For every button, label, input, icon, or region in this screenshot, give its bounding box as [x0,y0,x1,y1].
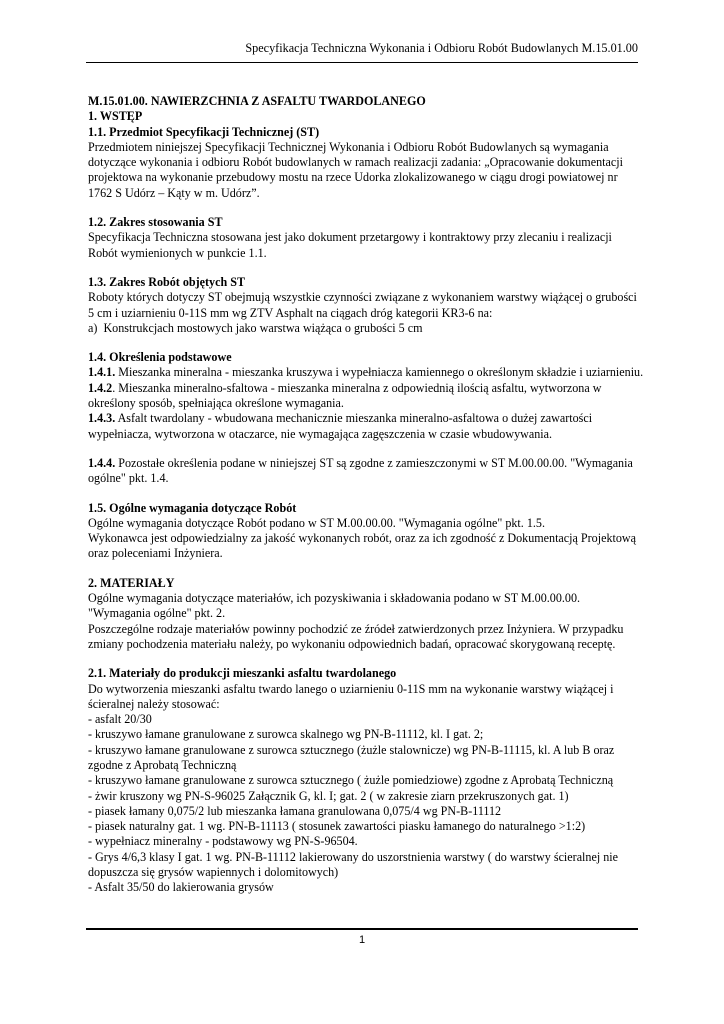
section-2-1-text: Do wytworzenia mieszanki asfaltu twardo lanego o uziarnieniu 0-11S mm na wykonanie warstwy wiążącej i ścieralnej należy stosować: [88,681,614,711]
section-1-3-heading: 1.3. Zakres Robót objętych ST [88,274,246,289]
running-header: Specyfikacja Techniczna Wykonania i Odbioru Robót Budowlanych M.15.01.00 [245,41,638,55]
header-rule [86,62,638,63]
section-1-2-text: Specyfikacja Techniczna stosowana jest jako dokument przetargowy i kontraktowy przy zlecaniu i realizacji Robót wymienionych w punkcie 1.1. [88,230,612,260]
material-list-item: - żwir kruszony wg PN-S-96025 Załącznik G, kl. I; gat. 2 ( w zakresie ziarn przekruszonych gat. 1) [88,788,569,803]
section-1-heading: 1. WSTĘP [88,109,143,124]
definitions-block [88,365,644,441]
material-list-item: - kruszywo łamane granulowane z surowca skalnego wg PN-B-11112, kl. I gat. 2; [88,727,484,742]
definition-number: 1.4.4. [88,455,116,470]
footer-rule [86,928,638,930]
document-body [88,94,644,896]
section-2-intro-1: Ogólne wymagania dotyczące materiałów, ich pozyskiwania i składowania podano w ST M.00.00.00. "Wymagania ogólne" pkt. 2. [88,591,581,621]
section-2-1-heading: 2.1. Materiały do produkcji mieszanki asfaltu twardolanego [88,666,397,681]
section-1-2 [88,215,644,261]
section-1-5-line-1: Ogólne wymagania dotyczące Robót podano w ST M.00.00.00. "Wymagania ogólne" pkt. 1.5. [88,515,545,530]
definition-number: 1.4.1. [88,365,116,380]
definition-1-4-1 [88,365,644,380]
definition-text: Mieszanka mineralna - mieszanka kruszywa i wypełniacza kamiennego o określonym składzie i uziarnieniu. [115,365,644,380]
definition-1-4-2 [88,381,644,412]
material-list-item: - piasek łamany 0,075/2 lub mieszanka łamana granulowana 0,075/4 wg PN-B-11112 [88,803,502,818]
material-list-item: - Grys 4/6,3 klasy I gat. 1 wg. PN-B-11112 lakierowany do uszorstnienia warstwy ( do warstwy ścieralnej nie dopuszcza się grysów wapiennych i dolomitowych) [88,849,618,880]
section-1-3 [88,275,644,336]
material-list-item: - kruszywo łamane granulowane z surowca sztucznego ( żużle pomiedziowe) zgodne z Aprobatą Techniczną [88,773,614,788]
material-list-item: - piasek naturalny gat. 1 wg. PN-B-11113 ( stosunek zawartości piasku łamanego do naturalnego >1:2) [88,819,586,834]
material-list-item: - Asfalt 35/50 do lakierowania grysów [88,880,274,895]
section-1-1-text: Przedmiotem niniejszej Specyfikacji Technicznej Wykonania i Odbioru Robót Budowlanych są wymagania dotyczące wykonania i odbioru Robót budowlanych w ramach realizacji zadania: „Opracowanie dokumentacji projektowa na wykonanie przebudowy mostu na rzece Udorka zlokalizowanego w ciągu drogi powiatowej nr 1762 S Udórz – Kąty w m. Udórz”. [88,139,623,200]
section-1-5-line-2: Wykonawca jest odpowiedzialny za jakość wykonanych robót, oraz za ich zgodność z Dokumentacją Projektową oraz poleceniami Inżyniera. [88,531,637,561]
section-2-intro-2: Poszczególne rodzaje materiałów powinny pochodzić ze źródeł zatwierdzonych przez Inżyniera. W przypadku zmiany pochodzenia materiału należy, po wykonaniu odpowiednich badań, opracować skorygowaną receptę. [88,621,624,651]
section-2-1 [88,666,644,895]
definition-text: . Mieszanka mineralno-sfaltowa - mieszanka mineralna z odpowiednią ilością asfaltu, wytworzona w określony sposób, spełniająca określone wymagania. [88,380,602,411]
section-1-3-item: a) Konstrukcjach mostowych jako warstwa wiążąca o grubości 5 cm [88,320,423,335]
section-1-1 [88,125,644,201]
section-1-3-text: Roboty których dotyczy ST obejmują wszystkie czynności związane z wykonaniem warstwy wiążącej o grubości 5 cm i uziarnieniu 0-11S mm wg ZTV Asphalt na ciągach dróg kategorii KR3-6 na: [88,290,637,320]
material-list-item: - wypełniacz mineralny - podstawowy wg PN-S-96504. [88,834,358,849]
definition-1-4-4 [88,456,644,487]
section-1-4-heading: 1.4. Określenia podstawowe [88,350,232,365]
definition-1-4-4-block [88,456,644,487]
section-2-heading: 2. MATERIAŁY [88,575,175,590]
definition-text: Asfalt twardolany - wbudowana mechanicznie mieszanka mineralno-asfaltowa o dużej zawartości wypełniacza, wytworzona w otaczarce, nie wymagająca zagęszczenia w czasie wbudowywania. [88,411,593,441]
section-2-intro [88,591,644,652]
definition-1-4-3 [88,411,644,442]
section-1-5-heading: 1.5. Ogólne wymagania dotyczące Robót [88,500,297,515]
material-list-item: - asfalt 20/30 [88,712,152,727]
definition-text: Pozostałe określenia podane w niniejszej ST są zgodne z zamieszczonymi w ST M.00.00.00. "Wymagania ogólne" pkt. 1.4. [88,455,633,486]
document-title: M.15.01.00. NAWIERZCHNIA Z ASFALTU TWARDOLANEGO [88,94,426,108]
section-1-1-heading: 1.1. Przedmiot Specyfikacji Technicznej (ST) [88,124,320,139]
section-1-2-heading: 1.2. Zakres stosowania ST [88,215,223,230]
page-number: 1 [358,934,366,946]
section-1-5 [88,501,644,562]
material-list-item: - kruszywo łamane granulowane z surowca sztucznego (żużle stalownicze) wg PN-B-11115, kl. A lub B oraz zgodne z Aprobatą Techniczną [88,742,615,772]
definition-number: 1.4.3. [88,411,116,426]
definition-number: 1.4.2 [88,380,113,395]
